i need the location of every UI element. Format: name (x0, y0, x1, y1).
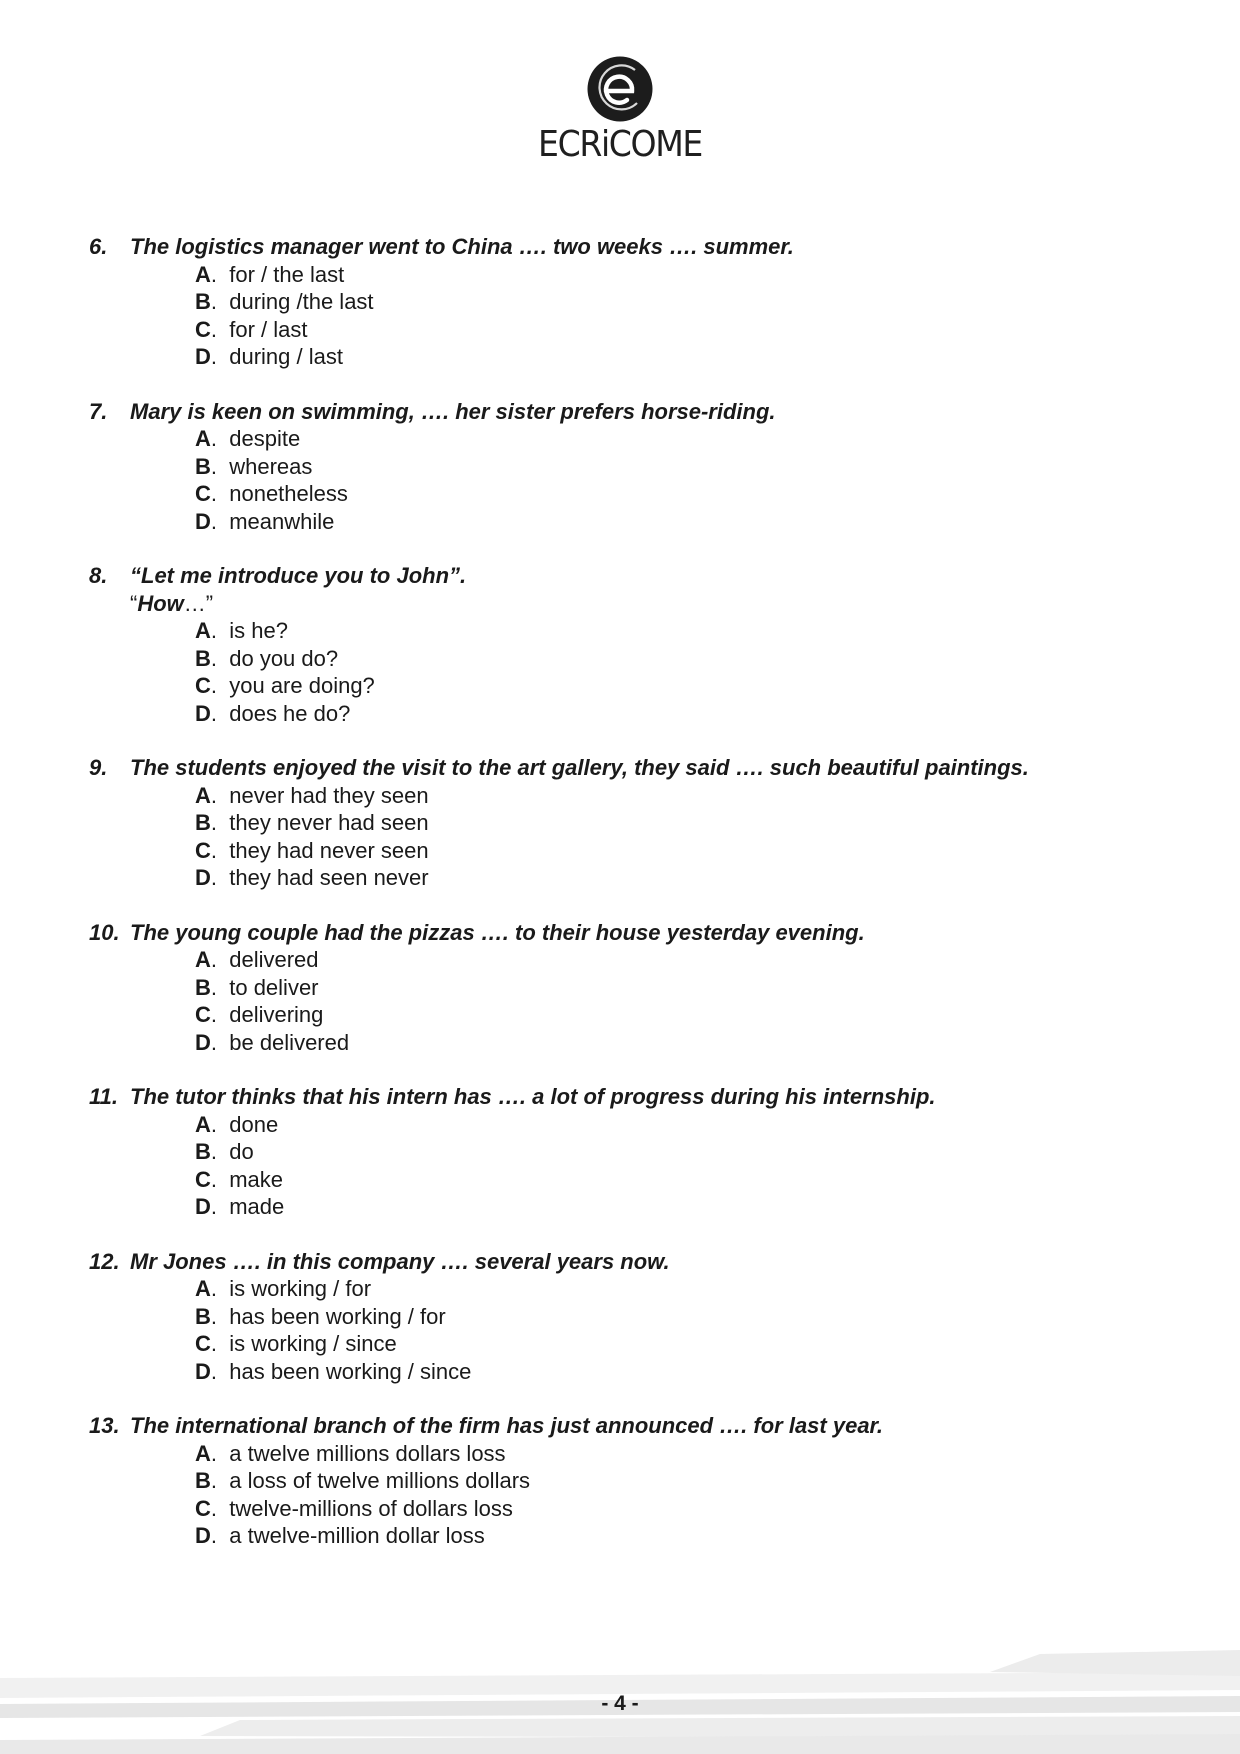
question-text: The logistics manager went to China …. two weeks …. summer. (130, 234, 794, 259)
ecricome-logo (0, 56, 1240, 165)
option-letter: D (195, 700, 211, 726)
answer-option: A. delivered (195, 947, 319, 972)
option-letter: B (195, 1468, 211, 1493)
option-text: has been working / since (229, 1358, 472, 1384)
answer-option: B. has been working / for (195, 1303, 446, 1329)
question-text: “Let me introduce you to John”. (130, 563, 467, 588)
question-block (89, 562, 1169, 727)
question-block (89, 233, 1169, 371)
answer-options (89, 782, 1169, 892)
question-stem (89, 233, 1169, 261)
option-letter: D (195, 865, 211, 890)
question-stem (89, 398, 1169, 426)
answer-option: C. twelve-millions of dollars loss (195, 1495, 513, 1521)
option-text: does he do? (229, 700, 351, 726)
option-letter: A (195, 947, 211, 972)
prompt-bold: How (137, 590, 184, 616)
option-letter: B (195, 974, 211, 1000)
option-text: never had they seen (229, 782, 429, 808)
question-text: The tutor thinks that his intern has …. a lot of progress during his internship. (130, 1084, 936, 1109)
question-number: 8. (89, 563, 108, 588)
question-number: 12. (89, 1248, 120, 1274)
answer-option: B. they never had seen (195, 810, 429, 835)
answer-option: D. made (195, 1194, 285, 1219)
answer-option: C. you are doing? (195, 673, 375, 698)
question-block (89, 1083, 1169, 1221)
option-letter: A (195, 261, 211, 287)
option-text: meanwhile (229, 508, 335, 534)
answer-option: A. never had they seen (195, 782, 429, 808)
prompt-open: “ (130, 590, 138, 616)
question-stem (89, 919, 1169, 947)
option-text: during /the last (229, 289, 374, 314)
option-letter: D (195, 508, 211, 534)
option-text: they never had seen (229, 810, 429, 835)
answer-option: A. despite (195, 426, 301, 451)
answer-options (89, 425, 1169, 535)
answer-option: D. a twelve-million dollar loss (195, 1523, 485, 1548)
option-text: done (229, 1111, 279, 1137)
option-text: made (229, 1194, 285, 1219)
question-block (89, 1248, 1169, 1386)
answer-option: B. a loss of twelve millions dollars (195, 1468, 531, 1493)
answer-option: A. for / the last (195, 261, 345, 287)
question-block (89, 919, 1169, 1057)
option-letter: C (195, 837, 211, 863)
answer-options (89, 1111, 1169, 1221)
option-letter: D (195, 1523, 211, 1548)
answer-option: B. whereas (195, 453, 313, 479)
question-block (89, 1412, 1169, 1550)
prompt-rest: …” (183, 590, 214, 616)
option-text: a twelve-million dollar loss (229, 1523, 485, 1548)
question-stem (89, 1083, 1169, 1111)
option-letter: B (195, 1303, 211, 1329)
question-text: The international branch of the firm has just announced …. for last year. (130, 1413, 884, 1438)
option-letter: A (195, 618, 211, 643)
question-block (89, 754, 1169, 892)
option-letter: C (195, 673, 211, 698)
option-letter: A (195, 1111, 211, 1137)
answer-option: D. does he do? (195, 700, 351, 726)
answer-option: D. meanwhile (195, 508, 335, 534)
option-text: do you do? (229, 645, 339, 671)
answer-option: B. do (195, 1139, 254, 1164)
option-letter: B (195, 1139, 211, 1164)
question-number: 7. (89, 398, 108, 424)
question-number: 9. (89, 755, 108, 780)
answer-option: A. done (195, 1111, 279, 1137)
option-text: you are doing? (229, 673, 375, 698)
answer-option: C. make (195, 1166, 284, 1192)
answer-option: A. is working / for (195, 1276, 372, 1301)
answer-option: B. during /the last (195, 289, 374, 314)
option-text: twelve-millions of dollars loss (229, 1495, 513, 1521)
option-letter: C (195, 1495, 211, 1521)
option-letter: A (195, 782, 211, 808)
option-letter: B (195, 453, 211, 479)
option-text: has been working / for (229, 1303, 446, 1329)
option-letter: D (195, 1358, 211, 1384)
answer-option: C. delivering (195, 1002, 324, 1027)
option-text: is working / since (229, 1331, 397, 1356)
answer-options (89, 1275, 1169, 1385)
option-text: whereas (229, 453, 313, 479)
question-text: The students enjoyed the visit to the art gallery, they said …. such beautiful paintings. (130, 755, 1029, 780)
question-text: Mary is keen on swimming, …. her sister prefers horse-riding. (130, 398, 776, 424)
question-text: The young couple had the pizzas …. to their house yesterday evening. (130, 919, 865, 945)
option-letter: C (195, 481, 211, 506)
option-text: delivered (229, 947, 319, 972)
question-text: Mr Jones …. in this company …. several years now. (130, 1248, 670, 1274)
option-text: despite (229, 426, 301, 451)
option-letter: B (195, 645, 211, 671)
option-text: for / the last (229, 261, 345, 287)
option-text: a twelve millions dollars loss (229, 1440, 506, 1466)
option-letter: A (195, 1440, 211, 1466)
question-number: 11. (89, 1084, 118, 1109)
question-number: 10. (89, 919, 120, 945)
answer-options (89, 617, 1169, 727)
answer-option: D. be delivered (195, 1029, 350, 1055)
question-block (89, 398, 1169, 536)
option-text: to deliver (229, 974, 319, 1000)
answer-option: A. a twelve millions dollars loss (195, 1440, 506, 1466)
option-text: nonetheless (229, 481, 348, 506)
answer-option: D. they had seen never (195, 865, 429, 890)
answer-option: B. to deliver (195, 974, 319, 1000)
question-prompt (89, 590, 1169, 618)
option-text: make (229, 1166, 284, 1192)
answer-option: B. do you do? (195, 645, 339, 671)
question-number: 13. (89, 1413, 120, 1438)
ecricome-logo-icon (587, 56, 653, 122)
option-letter: A (195, 1276, 211, 1301)
question-stem (89, 1412, 1169, 1440)
answer-options (89, 261, 1169, 371)
option-letter: B (195, 810, 211, 835)
question-number: 6. (89, 234, 108, 259)
option-letter: D (195, 1029, 211, 1055)
option-text: do (229, 1139, 254, 1164)
answer-option: C. they had never seen (195, 837, 429, 863)
answer-option: C. is working / since (195, 1331, 397, 1356)
option-letter: B (195, 289, 211, 314)
option-letter: C (195, 1166, 211, 1192)
option-text: is he? (229, 618, 288, 643)
page-number: - 4 - (601, 1692, 639, 1715)
option-letter: A (195, 426, 211, 451)
question-list (89, 233, 1169, 1577)
option-text: for / last (229, 316, 308, 342)
option-text: is working / for (229, 1276, 372, 1301)
option-text: during / last (229, 344, 343, 369)
option-letter: D (195, 344, 211, 369)
option-letter: C (195, 316, 211, 342)
option-text: they had seen never (229, 865, 429, 890)
answer-option: A. is he? (195, 618, 288, 643)
option-text: delivering (229, 1002, 324, 1027)
option-text: a loss of twelve millions dollars (229, 1468, 531, 1493)
answer-options (89, 1440, 1169, 1550)
question-stem (89, 754, 1169, 782)
option-letter: C (195, 1002, 211, 1027)
question-stem (89, 1248, 1169, 1276)
answer-option: D. has been working / since (195, 1358, 472, 1384)
answer-options (89, 946, 1169, 1056)
answer-option: C. for / last (195, 316, 308, 342)
option-text: they had never seen (229, 837, 429, 863)
question-stem (89, 562, 1169, 590)
answer-option: C. nonetheless (195, 481, 348, 506)
option-letter: D (195, 1194, 211, 1219)
answer-option: D. during / last (195, 344, 343, 369)
option-text: be delivered (229, 1029, 350, 1055)
ecricome-wordmark: ECRiCOME (538, 124, 702, 165)
option-letter: C (195, 1331, 211, 1356)
